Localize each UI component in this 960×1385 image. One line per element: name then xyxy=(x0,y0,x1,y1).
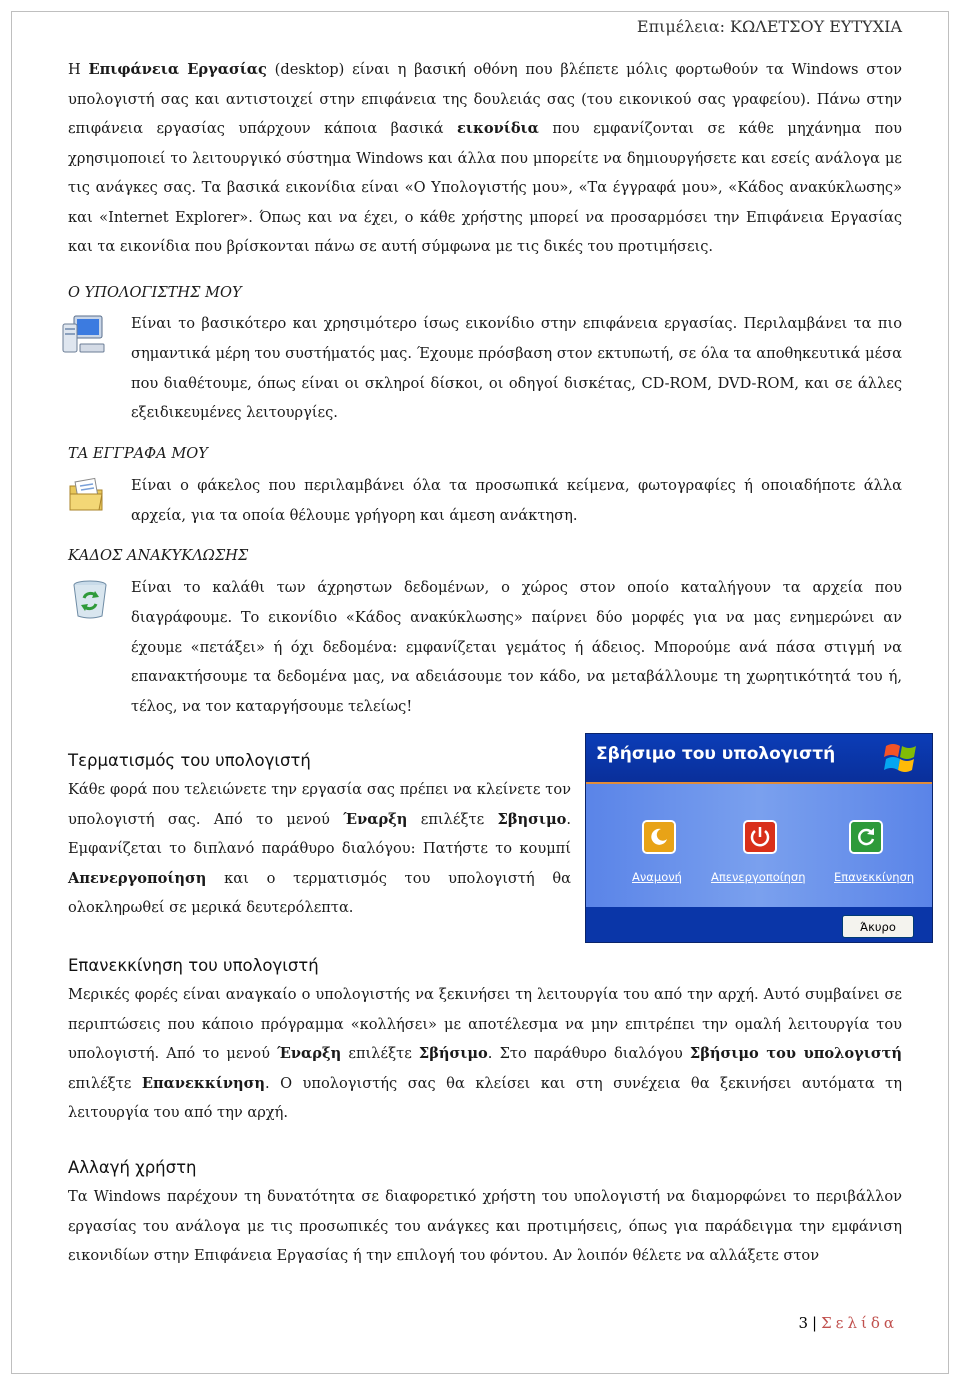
heading-shutdown: Τερματισμός του υπολογιστή xyxy=(68,751,311,770)
standby-label[interactable]: Αναμονή xyxy=(632,870,682,884)
shutdown-dialog xyxy=(585,733,933,943)
turn-off-label[interactable]: Απενεργοποίηση xyxy=(711,870,806,884)
cancel-button[interactable]: Άκυρο xyxy=(842,915,914,938)
dialog-title: Σβήσιμο του υπολογιστή xyxy=(596,744,836,764)
computer-icon xyxy=(60,314,106,356)
intro-paragraph: Η Επιφάνεια Εργασίας (desktop) είναι η βασική οθόνη που βλέπετε μόλις φορτωθούν τα Windows στον υπολογιστή σας και αντιστοιχεί στην επιφάνεια της δουλειάς σας (του εικονικού σας γραφείου). Πάνω στην επιφάνεια εργασίας υπάρχουν κάποια βασικά εικονίδια που εμφανίζονται σε κάθε μηχάνημα που χρησιμοποιεί το λειτουργικό σύστημα Windows και άλλα που μπορείτε να δημιουργήσετε και εσείς ανάλογα με τις ανάγκες σας. Τα βασικά εικονίδια είναι «Ο Υπολογιστής μου», «Τα έγγραφά μου», «Κάδος ανακύκλωσης» και «Internet Explorer». Όπως και να έχει, ο κάθε χρήστης μπορεί να προσαρμόσει την Επιφάνεια Εργασίας και τα εικονίδια που βρίσκονται πάνω σε αυτή σύμφωνα με τις δικές του προτιμήσεις. xyxy=(68,61,902,255)
section-text-recycle-bin: Είναι το καλάθι των άχρηστων δεδομένων, ο χώρος στον οποίο καταλήγουν τα αρχεία που διαγράφουμε. Το εικονίδιο «Κάδος ανακύκλωσης» παίρνει δύο μορφές για να μας ενημερώνει αν έχουμε «πετάξει» ή όχι δεδομένα: εμφανίζεται γεμάτος ή άδειος. Μπορούμε ανά πάσα στιγμή να επανακτήσουμε τα δεδομένα μας, να αδειάσουμε τον κάδο, να μεταβάλλουμε τη χωρητικότητά του ή, τέλος, να τον καταργήσουμε τελείως! xyxy=(131,579,902,716)
dialog-footer xyxy=(586,907,932,943)
recycle-bin-icon xyxy=(70,578,110,620)
restart-button[interactable] xyxy=(849,820,883,854)
page-header-author: Επιμέλεια: ΚΩΛΕΤΣΟΥ ΕΥΤΥΧΙΑ xyxy=(636,17,902,36)
page-number: 3 xyxy=(798,1314,808,1332)
section-title-recycle-bin: ΚΑΔΟΣ ΑΝΑΚΥΚΛΩΣΗΣ xyxy=(68,547,249,564)
heading-switch-user: Αλλαγή χρήστη xyxy=(68,1158,197,1177)
switch-user-paragraph: Τα Windows παρέχουν τη δυνατότητα σε διαφορετικό χρήστη του υπολογιστή να διαμορφώνει το περιβάλλον εργασίας του ανάλογα με τις προσωπικές του ανάγκες και προτιμήσεις, όπως για παράδειγμα την εμφάνιση εικονιδίων στην Επιφάνεια Εργασίας ή την επιλογή του φόντου. Αν λοιπόν θέλετε να αλλάξετε στον xyxy=(68,1188,902,1264)
standby-button[interactable] xyxy=(642,820,676,854)
footer-separator: | xyxy=(812,1314,818,1332)
page-label: Σελίδα xyxy=(821,1314,898,1332)
standby-icon xyxy=(644,822,674,852)
section-text-my-computer: Είναι το βασικότερο και χρησιμότερο ίσως εικονίδιο στην επιφάνεια εργασίας. Περιλαμβάνει τα πιο σημαντικά μέρη του συστήματός μας. Έχουμε πρόσβαση στον εκτυπωτή, σε όλα τα αποθηκευτικά μέσα που διαθέτουμε, όπως είναι οι σκληροί δίσκοι, οι οδηγοί δισκέτας, CD-ROM, DVD-ROM, και σε άλλες εξειδικευμένες λειτουργίες. xyxy=(131,315,902,422)
heading-restart: Επανεκκίνηση του υπολογιστή xyxy=(68,956,319,975)
section-title-my-documents: ΤΑ ΕΓΓΡΑΦΑ ΜΟΥ xyxy=(68,445,208,462)
windows-logo-icon xyxy=(884,742,920,774)
restart-paragraph: Μερικές φορές είναι αναγκαίο ο υπολογιστής να ξεκινήσει τη λειτουργία του από την αρχή. Αυτό συμβαίνει σε περιπτώσεις που κάποιο πρόγραμμα «κολλήσει» με αποτέλεσμα να μην επιτρέπει την ομαλή λειτουργία του υπολογιστή. Από το μενού Έναρξη επιλέξτε Σβήσιμο. Στο παράθυρο διαλόγου Σβήσιμο του υπολογιστή επιλέξτε Επανεκκίνηση. Ο υπολογιστής σας θα κλείσει και στη συνέχεια θα ξεκινήσει αυτόματα τη λειτουργία του από την αρχή. xyxy=(68,986,903,1121)
turn-off-button[interactable] xyxy=(743,820,777,854)
section-title-my-computer: Ο ΥΠΟΛΟΓΙΣΤΗΣ ΜΟΥ xyxy=(68,284,242,301)
dialog-body xyxy=(586,782,932,909)
page-footer xyxy=(798,1314,898,1332)
documents-folder-icon xyxy=(68,476,106,514)
restart-label[interactable]: Επανεκκίνηση xyxy=(834,870,915,884)
restart-icon xyxy=(851,822,881,852)
power-icon xyxy=(745,822,775,852)
shutdown-paragraph: Κάθε φορά που τελειώνετε την εργασία σας πρέπει να κλείνετε τον υπολογιστή σας. Από το μενού Έναρξη επιλέξτε Σβησιμο. Εμφανίζεται το διπλανό παράθυρο διαλόγου: Πατήστε το κουμπί Απενεργοποίηση και ο τερματισμός του υπολογιστή θα ολοκληρωθεί σε μερικά δευτερόλεπτα. xyxy=(68,781,571,917)
section-text-my-documents: Είναι ο φάκελος που περιλαμβάνει όλα τα προσωπικά κείμενα, φωτογραφίες ή οποιαδήποτε άλλα αρχεία, για τα οποία θέλουμε γρήγορη και άμεση ανάκτηση. xyxy=(131,477,902,524)
dialog-title-bar xyxy=(586,734,932,782)
